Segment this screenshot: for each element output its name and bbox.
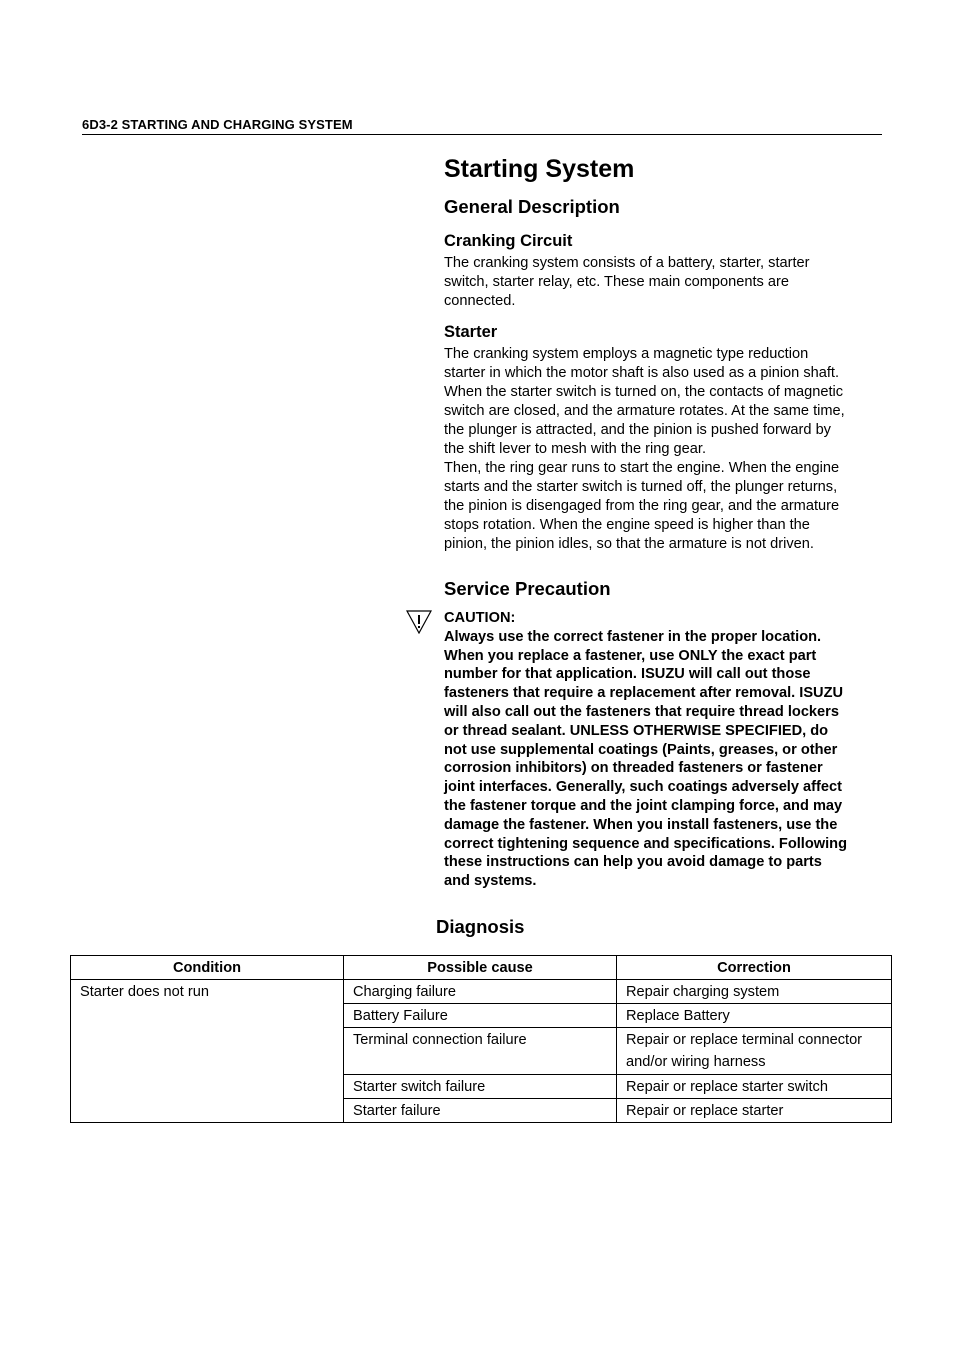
text-line: When the starter switch is turned on, the contacts of magnetic (444, 384, 844, 400)
text-line: connected. (444, 293, 516, 309)
correction-cell: Repair or replace starter switch (617, 1075, 892, 1099)
caution-line: corrosion inhibitors) on threaded fasteners or fastener (444, 760, 823, 777)
caution-line: or thread sealant. UNLESS OTHERWISE SPECIFIED, do (444, 722, 829, 739)
text-line: the plunger is attracted, and the pinion is pushed forward by (444, 422, 831, 438)
text-line: starts and the starter switch is turned off, the plunger returns, (444, 479, 838, 495)
correction-cell: Repair or replace starter (617, 1099, 892, 1123)
text-line: the pinion is disengaged from the ring gear, and the armature (444, 498, 840, 514)
caution-label: CAUTION: (444, 610, 516, 626)
page-header: 6D3-2 STARTING AND CHARGING SYSTEM (82, 117, 882, 135)
caution-line: When you replace a fastener, use ONLY the exact part (444, 647, 817, 664)
text-line: The cranking system consists of a battery, starter, starter (444, 255, 810, 271)
caution-line: will also call out the fasteners that require thread lockers (444, 703, 839, 720)
text-line: switch, starter relay, etc. These main components are (444, 274, 789, 290)
cranking-circuit-text (444, 254, 884, 311)
diagnosis-heading: Diagnosis (436, 916, 525, 937)
caution-line: joint interfaces. Generally, such coatings adversely affect (444, 779, 842, 796)
caution-line: fasteners that require a replacement after removal. ISUZU (444, 685, 844, 702)
correction-cell: Repair charging system (617, 980, 892, 1004)
column-header-correction: Correction (617, 956, 892, 980)
condition-cell: Starter does not run (71, 980, 344, 1123)
cranking-circuit-heading: Cranking Circuit (444, 232, 573, 250)
caution-line: correct tightening sequence and specifications. Following (444, 835, 848, 852)
caution-icon (406, 610, 432, 634)
diagnosis-table (70, 955, 892, 1123)
text-line: stops rotation. When the engine speed is higher than the (444, 517, 810, 533)
caution-line: Always use the correct fastener in the proper location. (444, 628, 822, 645)
correction-line: and/or wiring harness (626, 1054, 766, 1070)
text-line: the shift lever to mesh with the ring gear. (444, 441, 707, 457)
column-header-condition: Condition (71, 956, 344, 980)
cause-cell: Battery Failure (344, 1004, 617, 1028)
table-row (71, 980, 892, 1004)
caution-line: damage the fastener. When you install fasteners, use the (444, 816, 838, 833)
text-line: Then, the ring gear runs to start the engine. When the engine (444, 460, 840, 476)
service-precaution-heading: Service Precaution (444, 578, 611, 599)
caution-line: these instructions can help you avoid damage to parts (444, 854, 822, 871)
text-line: switch are closed, and the armature rotates. At the same time, (444, 403, 845, 419)
general-description-heading: General Description (444, 196, 620, 217)
caution-line: and systems. (444, 873, 537, 890)
correction-cell: Replace Battery (617, 1004, 892, 1028)
section-title: Starting System (444, 155, 635, 183)
column-header-cause: Possible cause (344, 956, 617, 980)
cause-cell: Charging failure (344, 980, 617, 1004)
text-line: pinion, the pinion idles, so that the armature is not driven. (444, 536, 814, 552)
caution-line: the fastener torque and the joint clamping force, and may (444, 797, 843, 814)
text-line: The cranking system employs a magnetic type reduction (444, 346, 809, 362)
caution-line: number for that application. ISUZU will call out those (444, 666, 811, 683)
table-header-row (71, 956, 892, 980)
caution-block (444, 609, 884, 891)
correction-cell (617, 1028, 892, 1075)
caution-line: not use supplemental coatings (Paints, greases, or other (444, 741, 838, 758)
starter-heading: Starter (444, 323, 498, 341)
starter-text (444, 345, 884, 554)
correction-line: Repair or replace terminal connector (626, 1032, 863, 1048)
text-line: starter in which the motor shaft is also used as a pinion shaft. (444, 365, 840, 381)
cause-cell: Starter switch failure (344, 1075, 617, 1099)
cause-cell: Starter failure (344, 1099, 617, 1123)
cause-cell: Terminal connection failure (344, 1028, 617, 1075)
